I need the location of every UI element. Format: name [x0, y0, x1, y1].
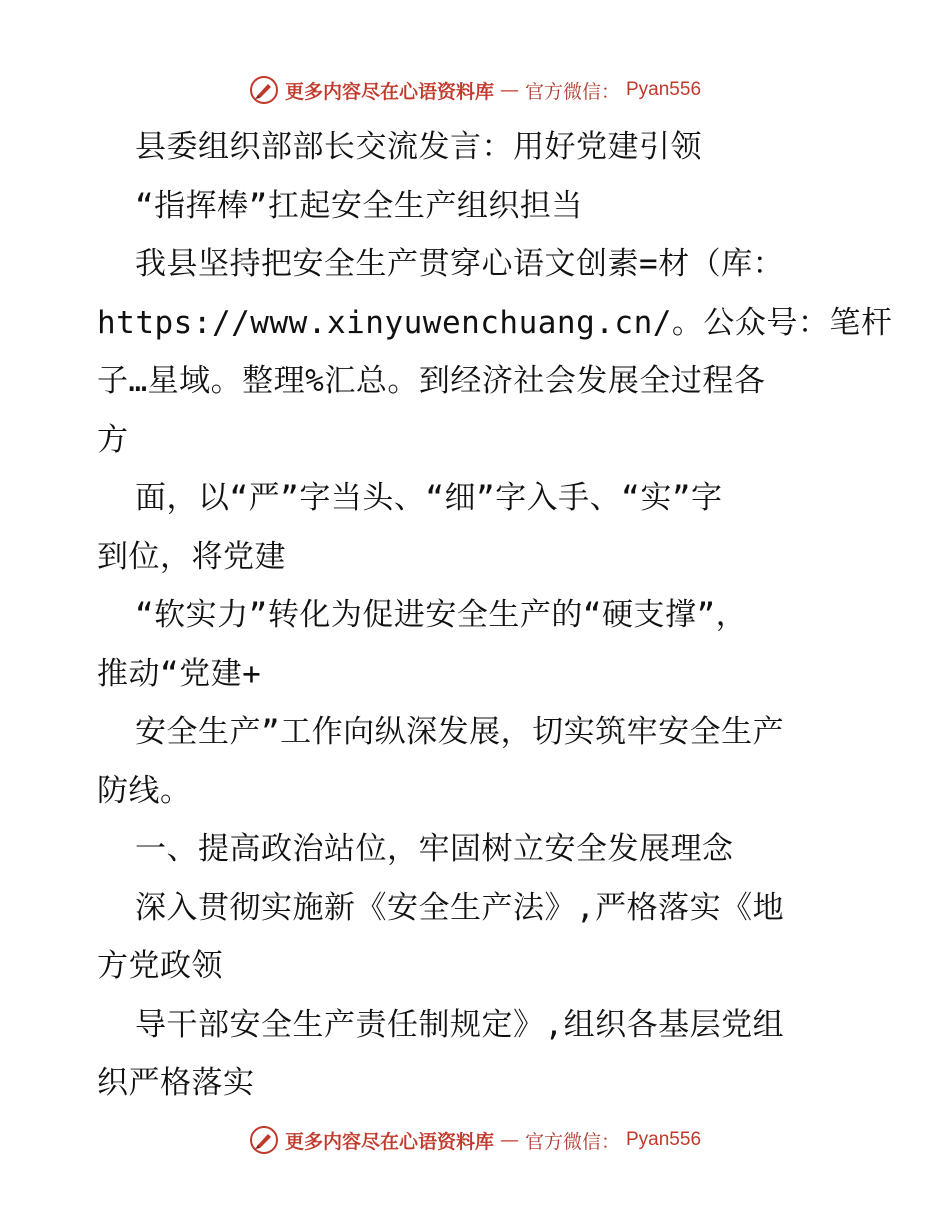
- text-line: 深入贯彻实施新《安全生产法》,严格落实《地: [135, 889, 785, 926]
- text-line: 方: [97, 421, 129, 458]
- pen-logo-icon: [249, 1125, 279, 1155]
- text-line: 到位，将党建: [97, 538, 286, 575]
- banner-wechat-label: 官方微信：: [524, 80, 620, 103]
- banner-text: 更多内容尽在心语资料库: [284, 1130, 494, 1153]
- banner-dash: —: [499, 1129, 519, 1151]
- text-line: 方党政领: [97, 948, 223, 984]
- text-line: https://www.xinyuwenchuang.cn/。公众号：笔杆: [97, 304, 893, 341]
- banner-text: 更多内容尽在心语资料库: [284, 80, 494, 103]
- pen-logo-icon: [249, 75, 279, 105]
- text-line: 我县坚持把安全生产贯穿心语文创素=材（库：: [135, 246, 785, 282]
- document-body: [97, 118, 893, 1113]
- text-line: 推动“党建+: [97, 655, 262, 692]
- text-line: “指挥棒”扛起安全生产组织担当: [135, 187, 583, 224]
- text-line: 一、提高政治站位，牢固树立安全发展理念: [135, 831, 734, 867]
- banner-dash: —: [499, 79, 519, 101]
- footer-watermark-banner: [0, 1120, 950, 1160]
- header-watermark-banner: [0, 70, 950, 110]
- text-line: 导干部安全生产责任制规定》,组织各基层党组: [135, 1006, 785, 1043]
- text-line: 子…星域。整理%汇总。到经济社会发展全过程各: [97, 363, 766, 399]
- text-line: 面，以“严”字当头、“细”字入手、“实”字: [135, 480, 723, 516]
- text-line: 防线。: [97, 772, 192, 809]
- banner-wechat-label: 官方微信：: [524, 1130, 620, 1153]
- text-line: 安全生产”工作向纵深发展，切实筑牢安全生产: [135, 714, 785, 750]
- text-line: “软实力”转化为促进安全生产的“硬支撑”，: [135, 597, 748, 633]
- banner-wechat-id: Pyan556: [626, 79, 702, 100]
- text-line: 织严格落实: [97, 1065, 255, 1101]
- banner-wechat-id: Pyan556: [626, 1129, 702, 1150]
- text-line: 县委组织部部长交流发言：用好党建引领: [135, 129, 702, 165]
- banner: [249, 1125, 701, 1155]
- banner: [249, 75, 701, 105]
